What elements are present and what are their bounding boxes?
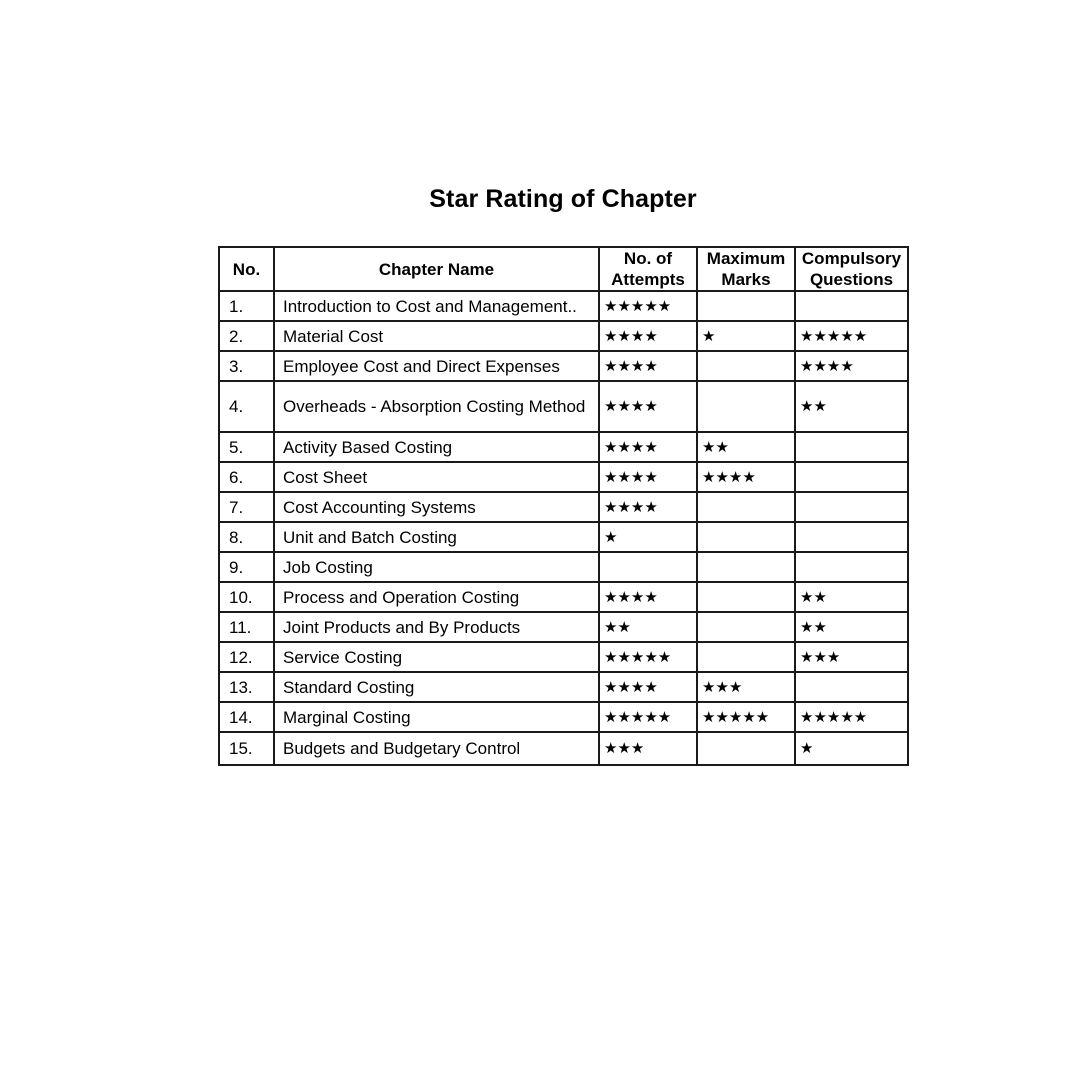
attempts-stars: ★★★★ (599, 492, 697, 522)
compulsory-stars (795, 672, 908, 702)
attempts-stars: ★★★★★ (599, 702, 697, 732)
marks-stars: ★★★ (697, 672, 795, 702)
compulsory-stars (795, 552, 908, 582)
row-number: 13. (219, 672, 274, 702)
star-rating-table (218, 246, 909, 766)
chapter-name: Standard Costing (274, 672, 599, 702)
chapter-name: Unit and Batch Costing (274, 522, 599, 552)
chapter-name: Introduction to Cost and Management.. (274, 291, 599, 321)
row-number: 1. (219, 291, 274, 321)
marks-stars (697, 291, 795, 321)
marks-stars: ★ (697, 321, 795, 351)
compulsory-stars: ★ (795, 732, 908, 765)
compulsory-stars: ★★ (795, 612, 908, 642)
compulsory-stars: ★★★★★ (795, 702, 908, 732)
compulsory-stars (795, 291, 908, 321)
compulsory-stars: ★★ (795, 582, 908, 612)
attempts-stars: ★★★★ (599, 672, 697, 702)
chapter-name: Service Costing (274, 642, 599, 672)
attempts-stars: ★★★★ (599, 462, 697, 492)
row-number: 12. (219, 642, 274, 672)
marks-stars (697, 582, 795, 612)
attempts-stars: ★★★★★ (599, 642, 697, 672)
table-row (219, 351, 908, 381)
row-number: 9. (219, 552, 274, 582)
chapter-name: Joint Products and By Products (274, 612, 599, 642)
row-number: 14. (219, 702, 274, 732)
compulsory-stars (795, 522, 908, 552)
chapter-name: Job Costing (274, 552, 599, 582)
row-number: 2. (219, 321, 274, 351)
compulsory-stars (795, 492, 908, 522)
marks-stars (697, 492, 795, 522)
chapter-name: Process and Operation Costing (274, 582, 599, 612)
attempts-stars (599, 552, 697, 582)
compulsory-stars: ★★★★★ (795, 321, 908, 351)
row-number: 15. (219, 732, 274, 765)
attempts-stars: ★★★★★ (599, 291, 697, 321)
marks-stars (697, 552, 795, 582)
chapter-name: Cost Accounting Systems (274, 492, 599, 522)
attempts-stars: ★★★ (599, 732, 697, 765)
column-header-attempts: No. of Attempts (599, 247, 697, 291)
marks-stars: ★★ (697, 432, 795, 462)
row-number: 4. (219, 381, 274, 432)
attempts-stars: ★★★★ (599, 582, 697, 612)
chapter-name: Overheads - Absorption Costing Method (274, 381, 599, 432)
compulsory-stars: ★★★★ (795, 351, 908, 381)
column-header-compulsory-questions: Compulsory Questions (795, 247, 908, 291)
marks-stars (697, 381, 795, 432)
table-header-row (219, 247, 908, 291)
attempts-stars: ★★★★ (599, 432, 697, 462)
chapter-name: Marginal Costing (274, 702, 599, 732)
chapter-name: Employee Cost and Direct Expenses (274, 351, 599, 381)
table-row (219, 522, 908, 552)
table-row (219, 732, 908, 765)
table-row (219, 492, 908, 522)
attempts-stars: ★ (599, 522, 697, 552)
row-number: 7. (219, 492, 274, 522)
compulsory-stars: ★★ (795, 381, 908, 432)
row-number: 11. (219, 612, 274, 642)
attempts-stars: ★★★★ (599, 321, 697, 351)
chapter-name: Activity Based Costing (274, 432, 599, 462)
row-number: 8. (219, 522, 274, 552)
column-header-maximum-marks: Maximum Marks (697, 247, 795, 291)
compulsory-stars (795, 432, 908, 462)
column-header-chapter-name: Chapter Name (274, 247, 599, 291)
compulsory-stars: ★★★ (795, 642, 908, 672)
marks-stars: ★★★★ (697, 462, 795, 492)
table-row (219, 381, 908, 432)
table-row (219, 582, 908, 612)
table-row (219, 552, 908, 582)
row-number: 10. (219, 582, 274, 612)
table-row (219, 462, 908, 492)
attempts-stars: ★★★★ (599, 351, 697, 381)
marks-stars: ★★★★★ (697, 702, 795, 732)
marks-stars (697, 732, 795, 765)
marks-stars (697, 351, 795, 381)
marks-stars (697, 642, 795, 672)
column-header-no: No. (219, 247, 274, 291)
chapter-name: Material Cost (274, 321, 599, 351)
chapter-name: Cost Sheet (274, 462, 599, 492)
table-row (219, 672, 908, 702)
attempts-stars: ★★★★ (599, 381, 697, 432)
table-row (219, 612, 908, 642)
marks-stars (697, 612, 795, 642)
compulsory-stars (795, 462, 908, 492)
table-row (219, 702, 908, 732)
row-number: 6. (219, 462, 274, 492)
table-row (219, 321, 908, 351)
table-row (219, 432, 908, 462)
row-number: 3. (219, 351, 274, 381)
table-row (219, 642, 908, 672)
page-title: Star Rating of Chapter (429, 185, 697, 213)
table-row (219, 291, 908, 321)
chapter-name: Budgets and Budgetary Control (274, 732, 599, 765)
row-number: 5. (219, 432, 274, 462)
marks-stars (697, 522, 795, 552)
attempts-stars: ★★ (599, 612, 697, 642)
